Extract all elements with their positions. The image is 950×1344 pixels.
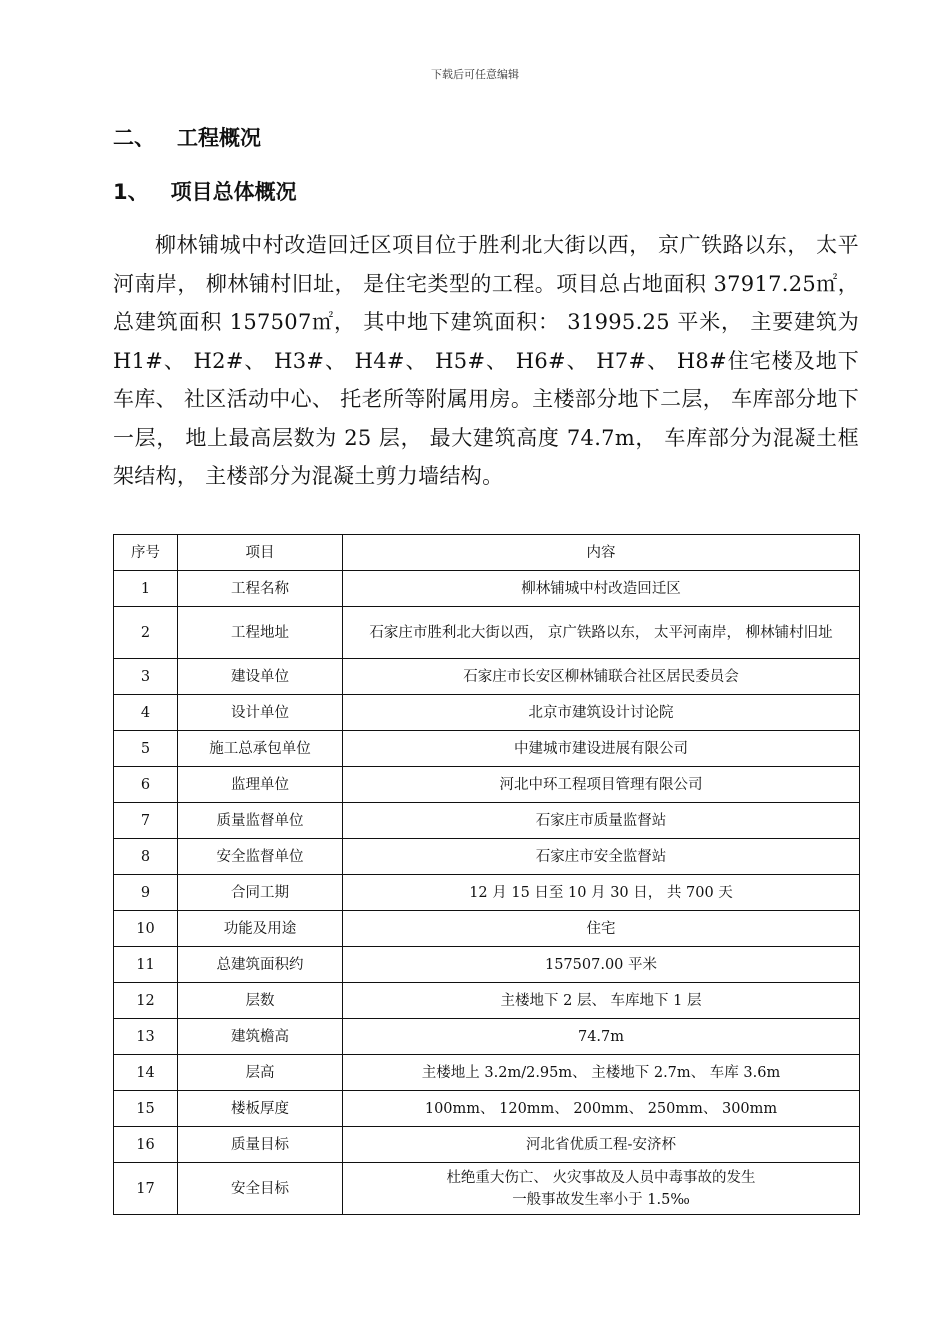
table-row [114,607,860,659]
table-row [114,803,860,839]
cell-item: 质量目标 [178,1127,343,1163]
cell-content: 石家庄市长安区柳林铺联合社区居民委员会 [343,659,860,695]
header-note: 下载后可任意编辑 [431,68,519,81]
cell-content: 北京市建筑设计讨论院 [343,695,860,731]
cell-item: 层数 [178,983,343,1019]
section-number: 二、 [113,126,155,150]
cell-content: 中建城市建设进展有限公司 [343,731,860,767]
cell-content: 河北中环工程项目管理有限公司 [343,767,860,803]
table-row [114,767,860,803]
cell-item: 工程名称 [178,571,343,607]
table-row [114,1163,860,1215]
cell-content: 石家庄市安全监督站 [343,839,860,875]
cell-no: 5 [114,731,178,767]
table-row [114,839,860,875]
cell-content: 157507.00 平米 [343,947,860,983]
cell-item: 质量监督单位 [178,803,343,839]
cell-no: 6 [114,767,178,803]
cell-item: 监理单位 [178,767,343,803]
cell-no: 1 [114,571,178,607]
section-text: 工程概况 [177,126,261,150]
cell-no: 2 [114,607,178,659]
table-row [114,947,860,983]
project-info-table [113,534,860,1215]
cell-content: 12 月 15 日至 10 月 30 日， 共 700 天 [343,875,860,911]
cell-content: 杜绝重大伤亡、 火灾事故及人员中毒事故的发生 一般事故发生率小于 1.5‰ [343,1163,860,1215]
cell-no: 8 [114,839,178,875]
cell-no: 11 [114,947,178,983]
cell-no: 12 [114,983,178,1019]
cell-item: 合同工期 [178,875,343,911]
cell-item: 功能及用途 [178,911,343,947]
cell-item: 安全监督单位 [178,839,343,875]
table-header-row [114,535,860,571]
cell-no: 15 [114,1091,178,1127]
subsection-text: 项目总体概况 [170,180,297,204]
table-row [114,1019,860,1055]
subsection-title [113,176,297,206]
subsection-number: 1、 [113,180,149,204]
cell-item: 层高 [178,1055,343,1091]
cell-no: 16 [114,1127,178,1163]
table-row [114,875,860,911]
cell-item: 建筑檐高 [178,1019,343,1055]
cell-no: 17 [114,1163,178,1215]
header-no: 序号 [114,535,178,571]
table-row [114,911,860,947]
table-row [114,571,860,607]
table-row [114,695,860,731]
cell-content: 主楼地上 3.2m/2.95m、 主楼地下 2.7m、 车库 3.6m [343,1055,860,1091]
header-item: 项目 [178,535,343,571]
cell-item: 建设单位 [178,659,343,695]
section-title [113,122,261,152]
cell-no: 14 [114,1055,178,1091]
cell-content: 主楼地下 2 层、 车库地下 1 层 [343,983,860,1019]
cell-no: 9 [114,875,178,911]
cell-no: 3 [114,659,178,695]
cell-item: 工程地址 [178,607,343,659]
table-row [114,1091,860,1127]
cell-no: 4 [114,695,178,731]
cell-content: 石家庄市胜利北大街以西， 京广铁路以东， 太平河南岸， 柳林铺村旧址 [343,607,860,659]
table-row [114,659,860,695]
cell-content: 74.7m [343,1019,860,1055]
table-row [114,1127,860,1163]
cell-content: 100mm、 120mm、 200mm、 250mm、 300mm [343,1091,860,1127]
cell-content: 河北省优质工程-安济杯 [343,1127,860,1163]
table-row [114,731,860,767]
overview-paragraph: 柳林铺城中村改造回迁区项目位于胜利北大街以西， 京广铁路以东， 太平河南岸， 柳林铺村旧址， 是住宅类型的工程。项目总占地面积 37917.25㎡， 总建筑面积 157507㎡， 其中地下建筑面积： 31995.25 平米， 主要建筑为 H1#、 H2#、 H3#、 H4#、 H5#、 H6#、 H7#、 H8#住宅楼及地下车库、 社区活动中心、 托老所等附属用房。主楼部分地下二层， 车库部分地下一层， 地上最高层数为 25 层， 最大建筑高度 74.7m， 车库部分为混凝土框架结构， 主楼部分为混凝土剪力墙结构。 [113,233,859,488]
cell-no: 13 [114,1019,178,1055]
cell-content: 柳林铺城中村改造回迁区 [343,571,860,607]
table-row [114,1055,860,1091]
cell-item: 楼板厚度 [178,1091,343,1127]
header-content: 内容 [343,535,860,571]
cell-item: 设计单位 [178,695,343,731]
cell-content: 住宅 [343,911,860,947]
cell-no: 7 [114,803,178,839]
cell-no: 10 [114,911,178,947]
cell-content: 石家庄市质量监督站 [343,803,860,839]
cell-item: 总建筑面积约 [178,947,343,983]
table-row [114,983,860,1019]
cell-item: 施工总承包单位 [178,731,343,767]
cell-item: 安全目标 [178,1163,343,1215]
